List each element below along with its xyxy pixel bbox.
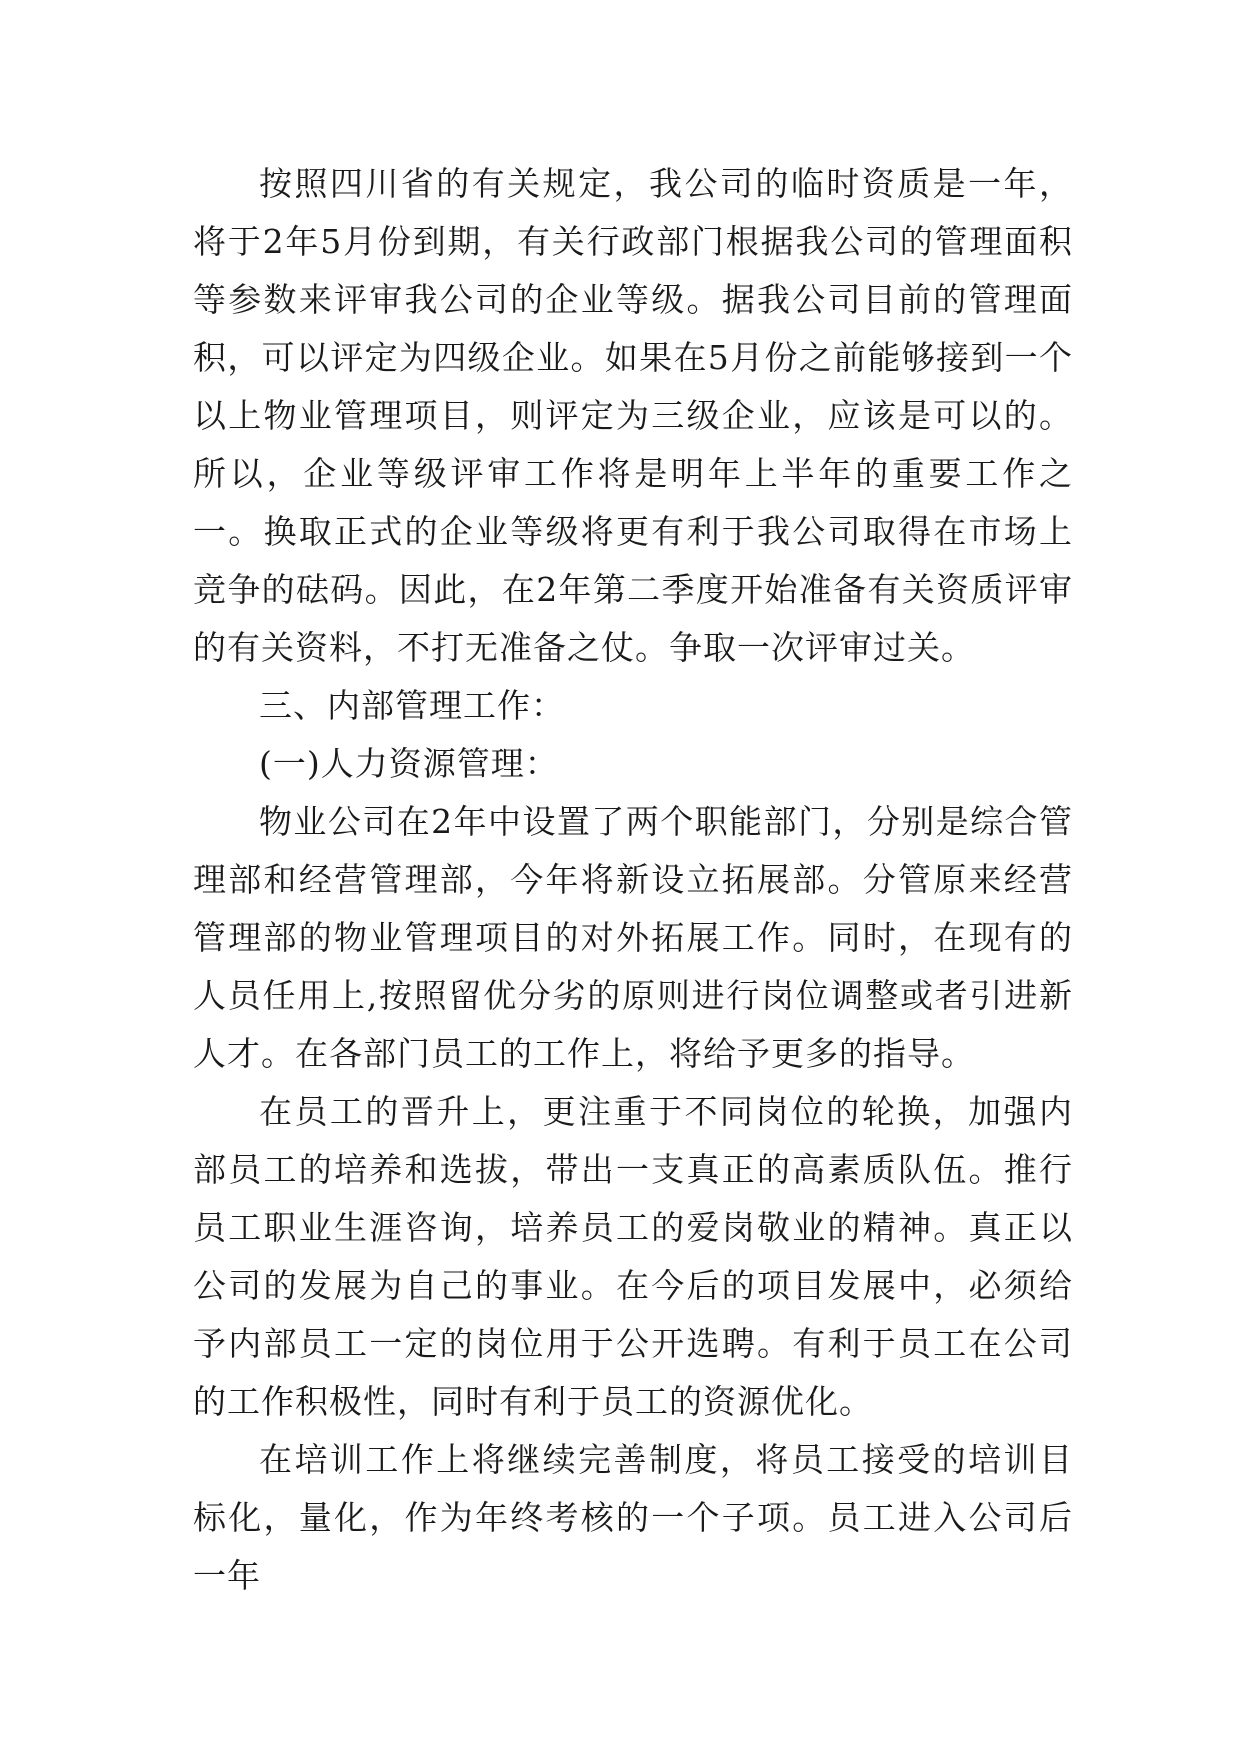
subsection-heading-hr-management: (一)人力资源管理：	[259, 744, 559, 783]
paragraph-departments: 物业公司在2年中设置了两个职能部门，分别是综合管理部和经营管理部，今年将新设立拓展部。分管原来经营管理部的物业管理项目的对外拓展工作。同时，在现有的人员任用上,按照留优分劣的原则进行岗位调整或者引进新人才。在各部门员工的工作上，将给予更多的指导。	[193, 802, 1073, 1073]
paragraph-training: 在培训工作上将继续完善制度，将员工接受的培训目标化，量化，作为年终考核的一个子项。员工进入公司后一年	[193, 1440, 1073, 1595]
paragraph-promotion: 在员工的晋升上，更注重于不同岗位的轮换，加强内部员工的培养和选拔，带出一支真正的高素质队伍。推行员工职业生涯咨询，培养员工的爱岗敬业的精神。真正以公司的发展为自己的事业。在今后的项目发展中，必须给予内部员工一定的岗位用于公开选聘。有利于员工在公司的工作积极性，同时有利于员工的资源优化。	[193, 1092, 1073, 1421]
paragraph-qualification-review: 按照四川省的有关规定，我公司的临时资质是一年，将于2年5月份到期，有关行政部门根据我公司的管理面积等参数来评审我公司的企业等级。据我公司目前的管理面积，可以评定为四级企业。如果在5月份之前能够接到一个以上物业管理项目，则评定为三级企业，应该是可以的。所以，企业等级评审工作将是明年上半年的重要工作之一。换取正式的企业等级将更有利于我公司取得在市场上竞争的砝码。因此，在2年第二季度开始准备有关资质评审的有关资料，不打无准备之仗。争取一次评审过关。	[193, 164, 1073, 667]
document-body	[193, 155, 1073, 1605]
section-heading-internal-management: 三、内部管理工作：	[259, 686, 565, 725]
